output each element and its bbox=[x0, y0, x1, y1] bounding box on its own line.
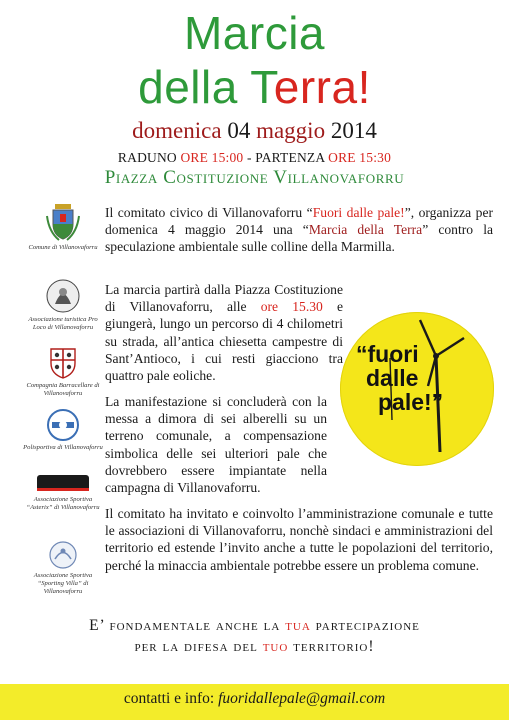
fuori-dalle-pale-sticker bbox=[340, 312, 494, 466]
paragraph-trees: La manifestazione si concluderà con la messa a dimora di sei alberelli su un terreno comunale, a compensazione simbolica delle sei ulteriori pale che dovrebbero essere impiantate nella campagna di Villanovaforru. bbox=[105, 394, 327, 496]
comune-logo: Comune di Villanovaforru bbox=[22, 202, 104, 252]
sporting-villa-emblem-icon bbox=[46, 540, 80, 570]
coat-of-arms-icon bbox=[43, 202, 83, 242]
contact-label: contatti e info: bbox=[123, 690, 219, 707]
location-line: Piazza Costituzione Villanovaforru bbox=[104, 167, 405, 188]
polisportiva-logo: Polisportiva di Villanovaforru bbox=[22, 408, 104, 452]
asterix-logo: Associazione Sportiva “Asterix” di Villanovaforru bbox=[22, 472, 104, 512]
title-line-2: della Terra! bbox=[138, 61, 371, 113]
pro-loco-emblem-icon bbox=[45, 278, 81, 314]
paragraph-route: La marcia partirà dalla Piazza Costituzione di Villanovaforru, alle ore 15.30 e giungerà, lungo un percorso di 4 chilometri su strada, all’antica chiesetta campestre di Sant’Antioco, i cui resti giacciono tra quattro pale eoliche. bbox=[105, 282, 344, 384]
event-date: domenica 04 maggio 2014 bbox=[132, 118, 377, 143]
sporting-villa-logo: Associazione Sportiva “Sporting Villa” di Villanovaforru bbox=[22, 540, 104, 596]
asterix-badge-icon bbox=[36, 472, 90, 494]
polisportiva-emblem-icon bbox=[46, 408, 80, 442]
closing-line-2: per la difesa del tuo territorio! bbox=[134, 638, 375, 655]
shield-icon bbox=[46, 346, 80, 380]
sticker-text: “fuori dalle pale!” bbox=[356, 341, 444, 415]
title-line-1: Marcia bbox=[183, 7, 326, 59]
paragraph-invitation: Il comitato ha invitato e coinvolto l’amministrazione comunale e tutte le associazioni di Villanovaforru, nonchè sindaci e amministrazioni del territorio ed estende l’invito anche a tutte le popolazioni del territorio, perché la minaccia ambientale potrebbe essere un problema comune. bbox=[105, 506, 493, 573]
paragraph-intro: Il comitato civico di Villanovaforru “Fuori dalle pale!”, organizza per domenica 4 maggio 2014 una “Marcia della Terra” contro la speculazione ambientale sulle colline della Marmilla. bbox=[105, 205, 494, 255]
barracellare-logo: Compagnia Barracellare di Villanovaforru bbox=[22, 346, 104, 398]
pro-loco-logo: Associazione turistica Pro Loco di Villanovaforru bbox=[22, 278, 104, 332]
closing-line-1: E’ fondamentale anche la tua partecipazione bbox=[89, 617, 420, 634]
contact-footer bbox=[0, 684, 509, 720]
contact-email-link[interactable]: fuoridallepale@gmail.com bbox=[218, 690, 386, 707]
schedule-line: RADUNO ORE 15:00 - PARTENZA ORE 15:30 bbox=[117, 150, 392, 165]
